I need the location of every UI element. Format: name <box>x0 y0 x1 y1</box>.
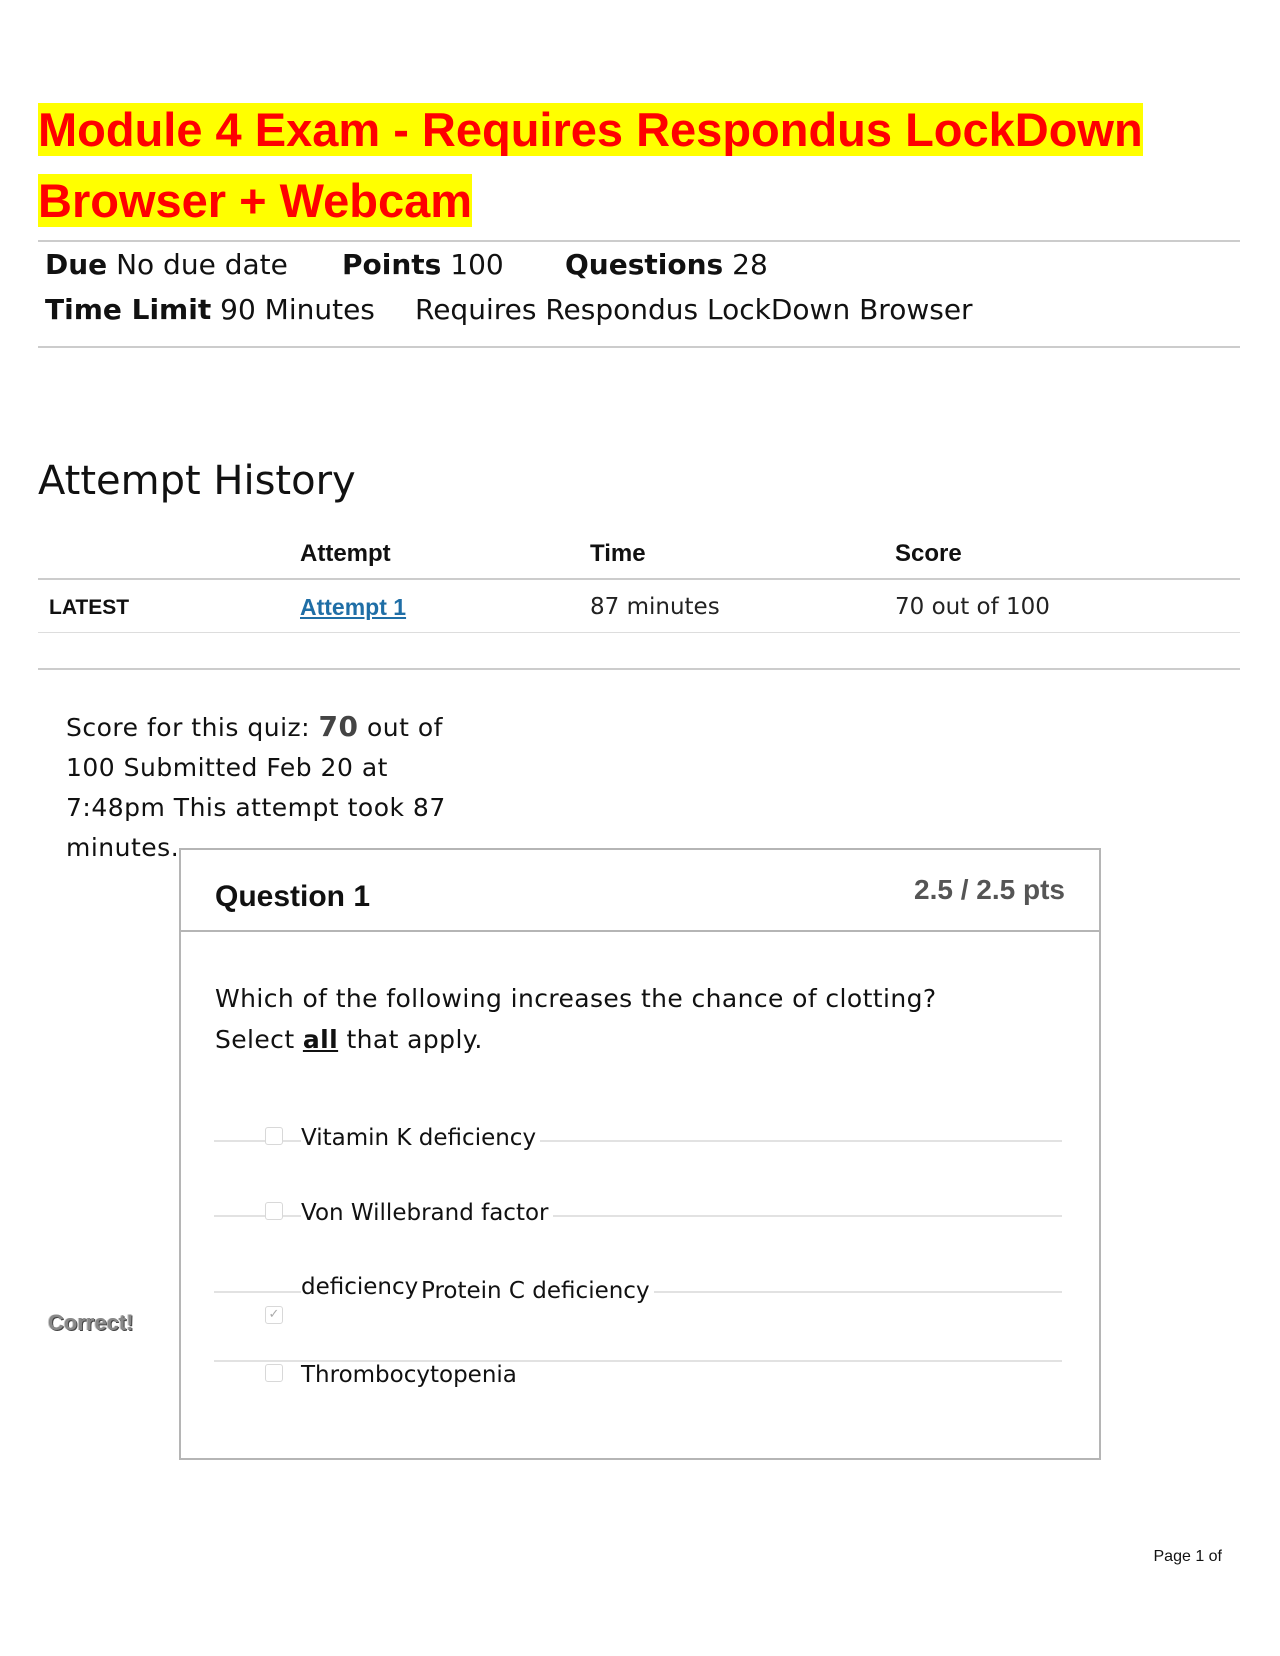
column-header-attempt: Attempt <box>300 540 391 567</box>
question-header <box>181 850 1099 932</box>
option-1-label: Vitamin K deficiency <box>301 1125 540 1151</box>
exam-title-line2: Browser + Webcam <box>38 174 473 227</box>
option-3-label: Protein C deficiency <box>421 1278 654 1304</box>
latest-label: LATEST <box>49 596 130 619</box>
correct-feedback: Correct! <box>48 1310 134 1335</box>
exam-title-line1: Module 4 Exam - Requires Respondus LockDown <box>38 103 1143 156</box>
option-4-label: Thrombocytopenia <box>301 1362 521 1388</box>
points-field: Points 100 <box>342 248 504 281</box>
column-header-score: Score <box>895 540 962 567</box>
divider-top <box>38 240 1240 242</box>
option-2-checkbox[interactable] <box>265 1202 283 1220</box>
divider-details <box>38 346 1240 348</box>
questions-field: Questions 28 <box>565 248 768 281</box>
question-title: Question 1 <box>215 880 371 913</box>
question-1-card <box>179 848 1101 1460</box>
lockdown-note: Requires Respondus LockDown Browser <box>415 293 973 326</box>
option-2-label-continued: deficiency <box>301 1274 422 1300</box>
attempt-history-heading: Attempt History <box>38 458 356 504</box>
attempt-1-link[interactable]: Attempt 1 <box>300 594 407 620</box>
quiz-score: 70 <box>318 710 359 743</box>
all-emphasis: all <box>302 1025 339 1054</box>
question-points: 2.5 / 2.5 pts <box>914 874 1065 905</box>
score-cell: 70 out of 100 <box>895 594 1050 620</box>
quiz-summary: Score for this quiz: 70 out of 100 Submitted Feb 20 at 7:48pm This attempt took 87 minutes. <box>66 710 446 862</box>
details-row-1 <box>45 248 1235 288</box>
option-2-label: Von Willebrand factor <box>301 1200 553 1226</box>
table-row-divider <box>38 632 1240 633</box>
attempt-cell <box>300 594 406 621</box>
exam-title <box>38 94 1238 236</box>
time-cell: 87 minutes <box>590 594 720 620</box>
option-4-checkbox[interactable] <box>265 1364 283 1382</box>
due-field: Due No due date <box>45 248 288 281</box>
column-header-time: Time <box>590 540 646 567</box>
question-text: Which of the following increases the chance of clotting? Select all that apply. <box>215 984 937 1054</box>
option-1-checkbox[interactable] <box>265 1127 283 1145</box>
page-number: Page 1 of <box>1153 1548 1222 1565</box>
table-header-divider <box>38 578 1240 580</box>
option-3-checkbox[interactable]: ✓ <box>265 1306 283 1324</box>
time-limit-field: Time Limit 90 Minutes <box>45 293 375 326</box>
details-row-2 <box>45 293 1235 333</box>
divider-summary <box>38 668 1240 670</box>
